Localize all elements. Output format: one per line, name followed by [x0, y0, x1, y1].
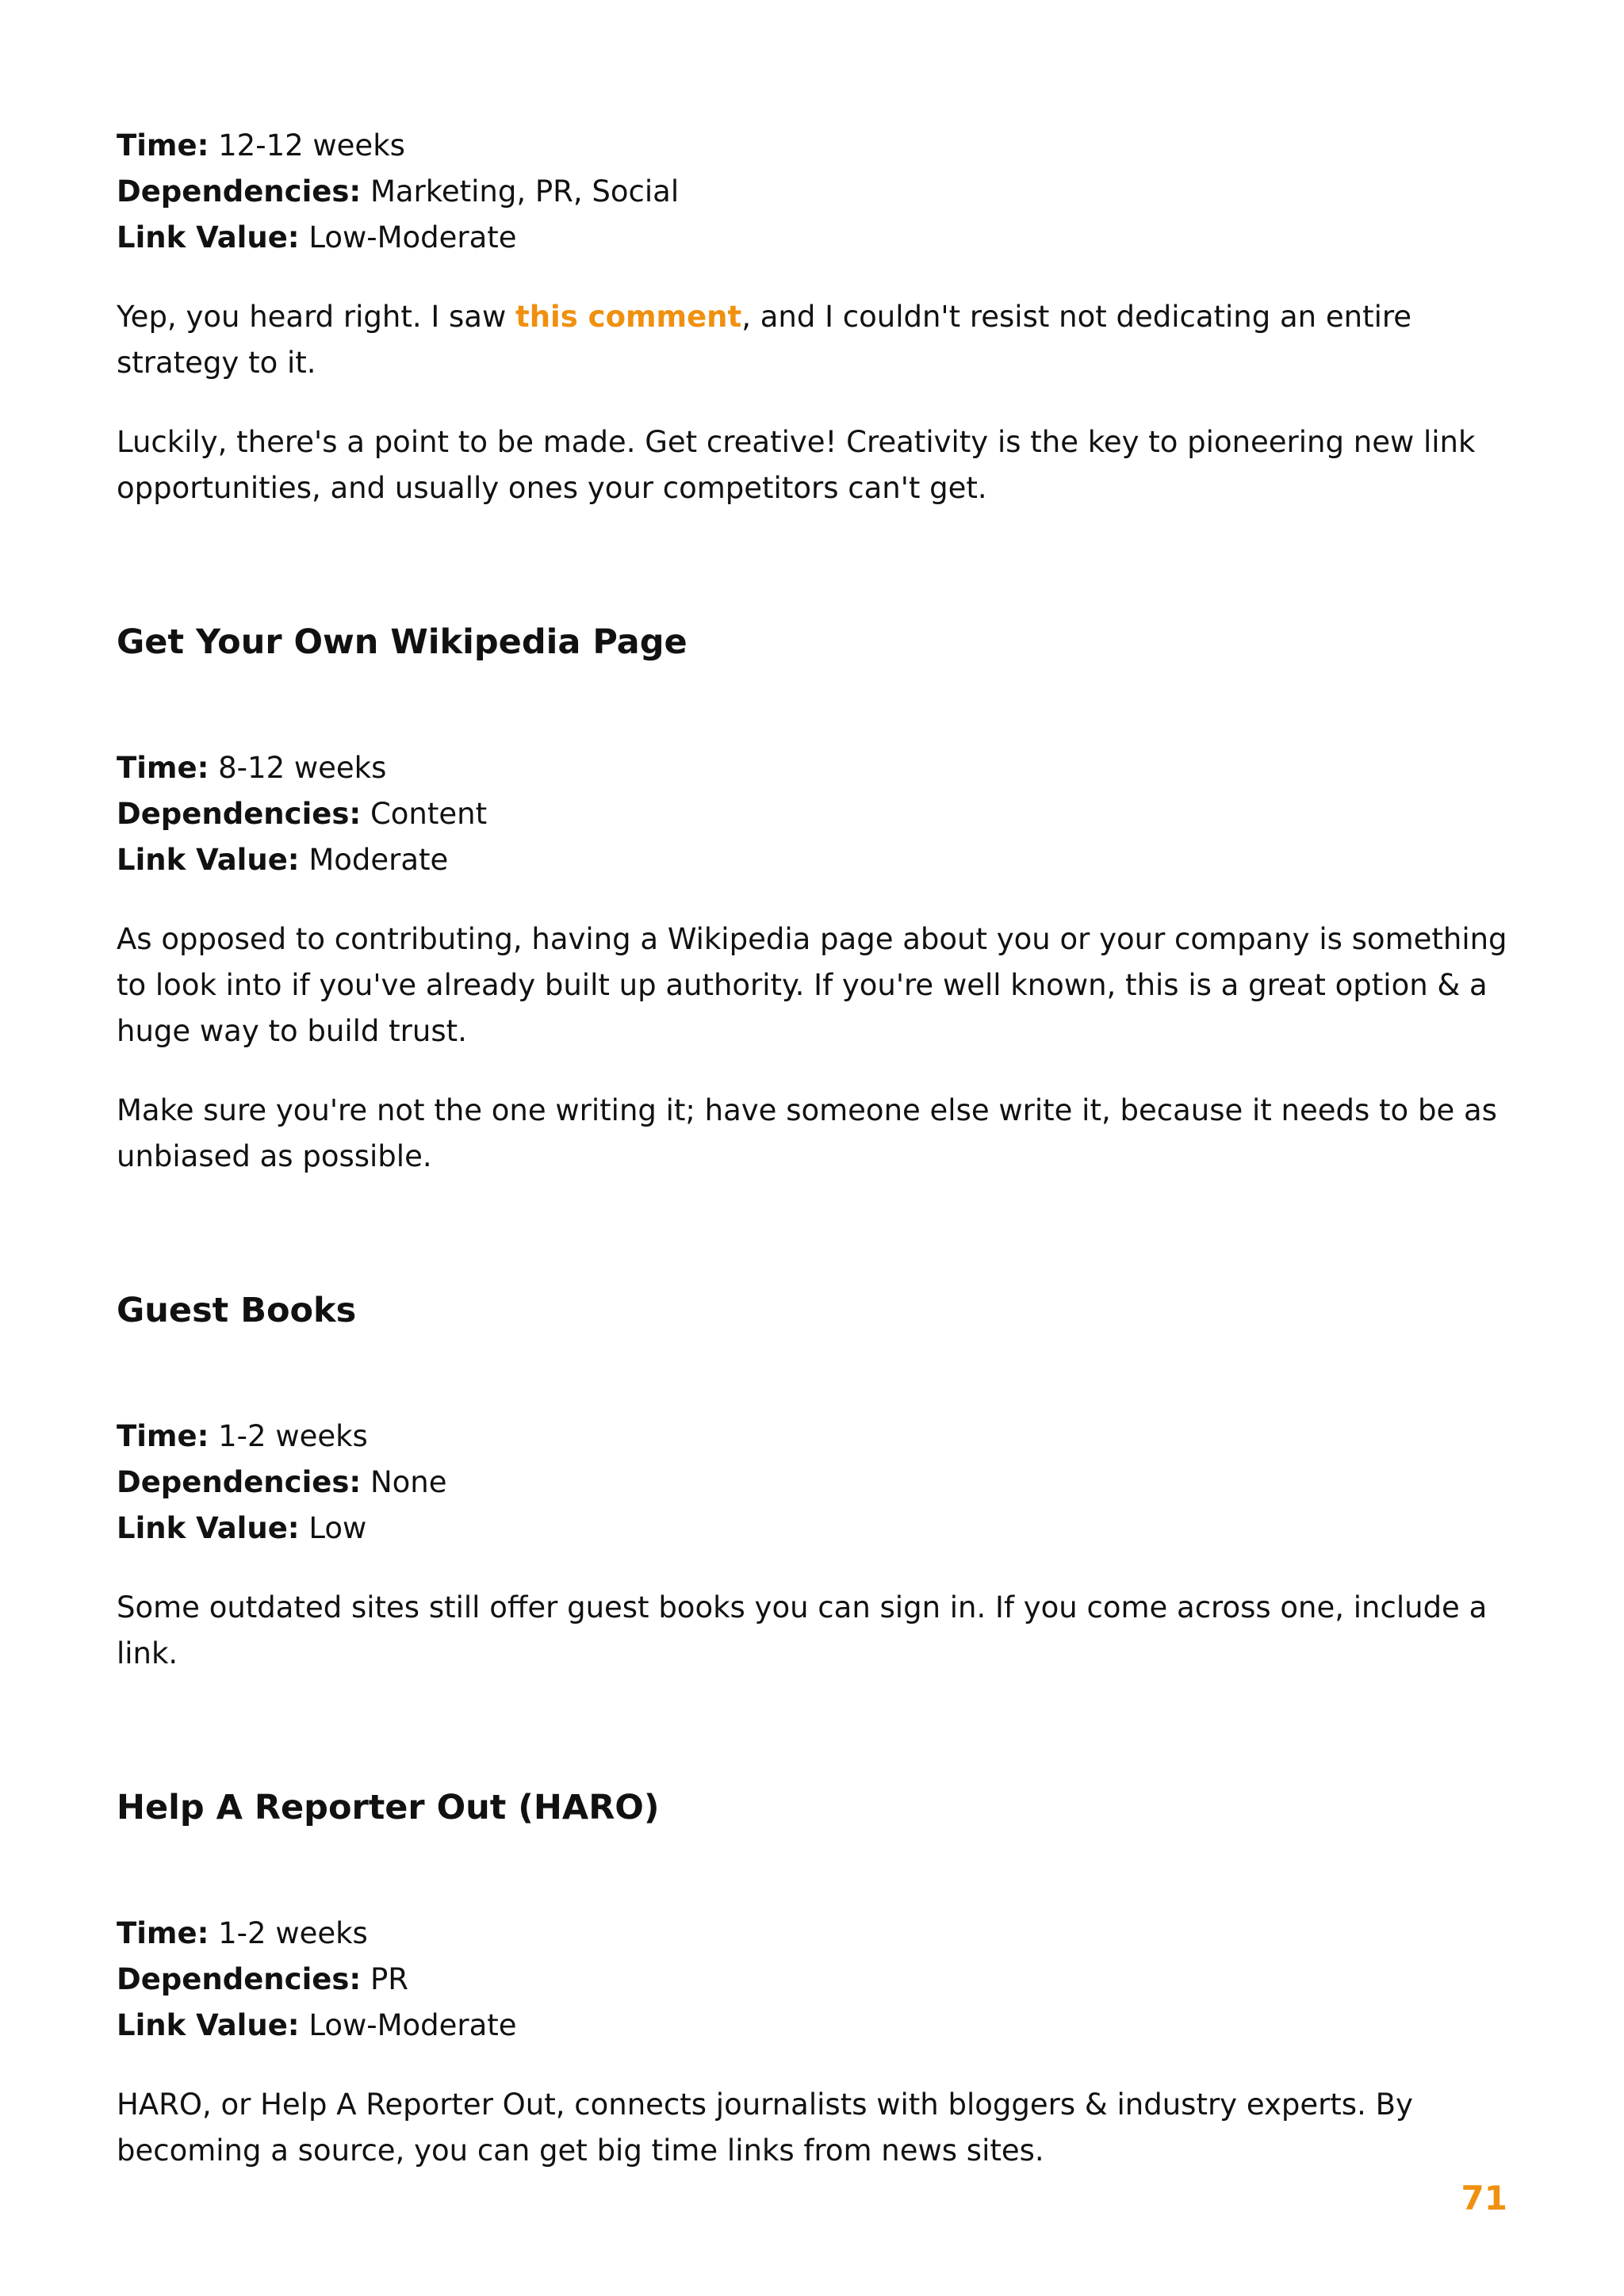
- meta-label: Dependencies:: [117, 1465, 362, 1499]
- meta-value: PR: [361, 1962, 408, 1996]
- meta-value: Low-Moderate: [299, 2008, 517, 2042]
- meta-link-value: [117, 215, 1512, 261]
- wikipedia-paragraph-1: As opposed to contributing, having a Wikipedia page about you or your company is something to look into if you've already built up authority. If you're well known, this is a great option & a huge way to build trust.: [117, 922, 1507, 1048]
- meta-label: Link Value:: [117, 843, 300, 877]
- page-content: [117, 123, 1512, 2174]
- wikipedia-meta: [117, 745, 1512, 883]
- intro-meta: [117, 123, 1512, 261]
- meta-time: [117, 1414, 1512, 1460]
- meta-label: Time:: [117, 1916, 209, 1950]
- haro-paragraph-1: HARO, or Help A Reporter Out, connects journalists with bloggers & industry experts. By becoming a source, you can get big time links from news sites.: [117, 2087, 1413, 2168]
- meta-dependencies: [117, 1460, 1512, 1506]
- this-comment-link[interactable]: this comment: [515, 300, 742, 334]
- wikipedia-paragraph-2: Make sure you're not the one writing it; have someone else write it, because it needs to be as unbiased as possible.: [117, 1093, 1497, 1173]
- meta-label: Link Value:: [117, 1511, 300, 1545]
- meta-label: Dependencies:: [117, 1962, 362, 1996]
- meta-value: 12-12 weeks: [209, 128, 405, 163]
- meta-value: None: [361, 1465, 447, 1499]
- meta-value: Moderate: [299, 843, 449, 877]
- meta-value: Low-Moderate: [299, 220, 517, 254]
- intro-paragraph-1: [117, 294, 1512, 386]
- guest-books-meta: [117, 1414, 1512, 1552]
- paragraph-text: , and I couldn't resist not dedicating an entire strategy to it.: [117, 300, 1412, 380]
- meta-value: Content: [361, 797, 488, 831]
- meta-dependencies: [117, 169, 1512, 215]
- meta-time: [117, 1911, 1512, 1957]
- meta-link-value: [117, 837, 1512, 883]
- section-title-wikipedia: Get Your Own Wikipedia Page: [117, 622, 688, 662]
- meta-label: Time:: [117, 1419, 209, 1453]
- paragraph-text: Yep, you heard right. I saw: [117, 300, 516, 334]
- meta-time: [117, 123, 1512, 169]
- intro-paragraph-2: Luckily, there's a point to be made. Get creative! Creativity is the key to pioneering new link opportunities, and usually ones your competitors can't get.: [117, 425, 1476, 505]
- meta-label: Time:: [117, 751, 209, 785]
- section-title-guest-books: Guest Books: [117, 1291, 357, 1330]
- meta-label: Dependencies:: [117, 174, 362, 209]
- meta-value: 1-2 weeks: [209, 1419, 368, 1453]
- meta-value: 8-12 weeks: [209, 751, 387, 785]
- section-title-haro: Help A Reporter Out (HARO): [117, 1788, 660, 1827]
- meta-label: Dependencies:: [117, 797, 362, 831]
- haro-meta: [117, 1911, 1512, 2049]
- meta-value: 1-2 weeks: [209, 1916, 368, 1950]
- meta-label: Link Value:: [117, 220, 300, 254]
- meta-label: Link Value:: [117, 2008, 300, 2042]
- meta-link-value: [117, 1506, 1512, 1552]
- meta-value: Low: [299, 1511, 367, 1545]
- meta-dependencies: [117, 791, 1512, 837]
- meta-dependencies: [117, 1957, 1512, 2003]
- meta-label: Time:: [117, 128, 209, 163]
- meta-value: Marketing, PR, Social: [361, 174, 680, 209]
- guest-books-paragraph-1: Some outdated sites still offer guest books you can sign in. If you come across one, include a link.: [117, 1590, 1488, 1670]
- meta-link-value: [117, 2003, 1512, 2049]
- meta-time: [117, 745, 1512, 791]
- page-number: 71: [1461, 2179, 1507, 2218]
